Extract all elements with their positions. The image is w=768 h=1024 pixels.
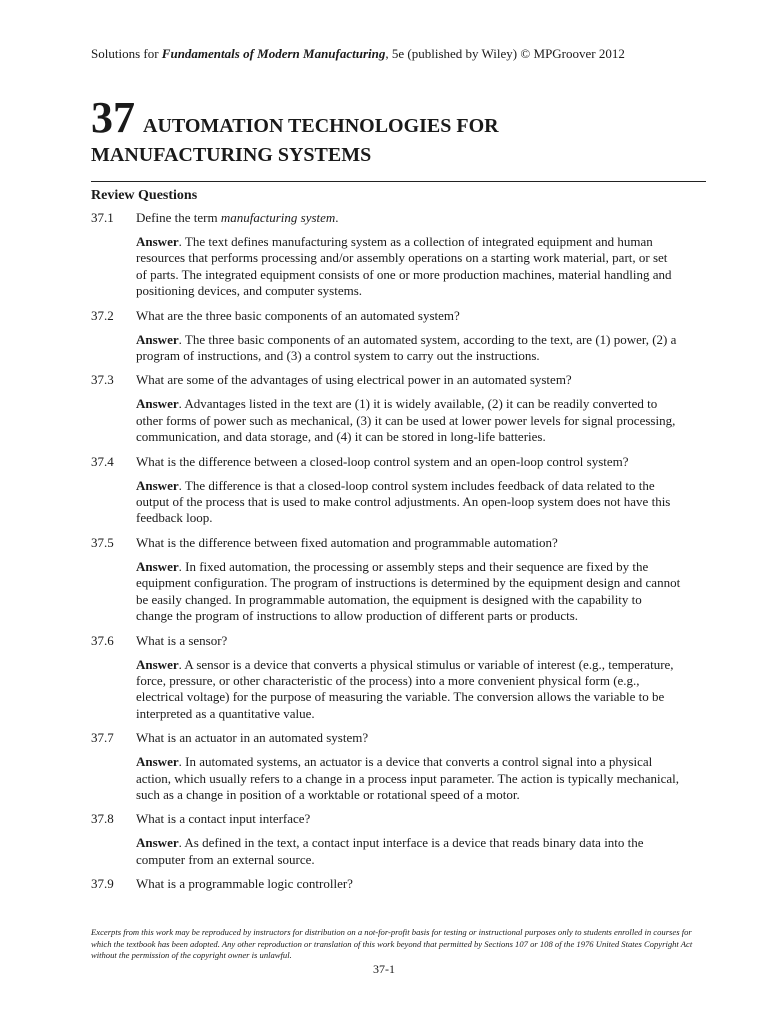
answer-text: Answer. In automated systems, an actuator is a device that converts a control signal into a physical action, which usually refers to a change in a process input parameter. The action is typically mechanical, such as a change in position of a worktable or rotational speed of a motor. [136, 754, 680, 802]
question-text: What is a programmable logic controller? [136, 876, 353, 892]
answer-text: Answer. As defined in the text, a contact input interface is a device that reads binary data into the computer from an external source. [136, 835, 644, 867]
question-text: What is an actuator in an automated system? [136, 730, 369, 746]
question-text: What is the difference between a closed-loop control system and an open-loop control system? [136, 453, 629, 469]
question-number: 37.4 [91, 453, 114, 469]
question-number: 37.9 [91, 876, 114, 892]
question-number: 37.5 [91, 534, 114, 550]
answer-label: Answer [136, 656, 179, 672]
answer-label: Answer [136, 396, 179, 412]
question-text: What are the three basic components of an automated system? [136, 307, 460, 323]
question-item [91, 210, 681, 300]
section-heading: Review Questions [91, 188, 198, 203]
answer-text: Answer. A sensor is a device that converts a physical stimulus or variable of interest (e.g., temperature, force, pressure, or other characteristic of the process) into a more convenient physical form (e.g., electrical voltage) for the purpose of measuring the variable. The conversion allows the variable to be interpreted as a quantitative value. [136, 656, 674, 721]
question-term: manufacturing system [220, 210, 336, 225]
answer-label: Answer [136, 477, 179, 493]
question-text: What is the difference between fixed automation and programmable automation? [136, 534, 558, 550]
answer-label: Answer [136, 331, 179, 347]
question-item [91, 876, 681, 892]
question-text: What is a contact input interface? [136, 811, 311, 827]
answer-label: Answer [136, 754, 179, 770]
header-prefix: Solutions for [91, 46, 162, 61]
question-number: 37.3 [91, 372, 114, 388]
answer-text: Answer. The text defines manufacturing system as a collection of integrated equipment and human resources that performs processing and/or assembly operations on a starting work material, part, or set of parts. The integrated equipment consists of one or more production machines, material handling and positioning devices, and computer systems. [136, 234, 672, 299]
question-item [91, 308, 681, 365]
title-divider [91, 181, 706, 182]
question-text: What is a sensor? [136, 632, 228, 648]
answer-label: Answer [136, 835, 179, 851]
question-number: 37.8 [91, 811, 114, 827]
question-item [91, 535, 681, 625]
answer-label: Answer [136, 558, 179, 574]
question-number: 37.2 [91, 307, 114, 323]
chapter-title-line1: AUTOMATION TECHNOLOGIES FOR [143, 115, 499, 137]
answer-text: Answer. The three basic components of an automated system, according to the text, are (1) power, (2) a program of instructions, and (3) a control system to carry out the instructions. [136, 331, 677, 364]
question-item [91, 454, 681, 527]
page-number: 37-1 [373, 962, 395, 976]
question-item [91, 372, 681, 445]
answer-text: Answer. The difference is that a closed-loop control system includes feedback of data related to the output of the process that is used to make control adjustments. An open-loop system does not have this feedback loop. [136, 477, 671, 526]
answer-text: Answer. Advantages listed in the text are (1) it is widely available, (2) it can be readily converted to other forms of power such as mechanical, (3) it can be used at lower power levels for signal processing, communication, and data storage, and (4) it can be stored in long-life batteries. [136, 396, 676, 445]
book-title: Fundamentals of Modern Manufacturing [161, 46, 386, 61]
question-text: Define the term manufacturing system. [136, 210, 339, 225]
question-number: 37.7 [91, 730, 114, 746]
question-text: What are some of the advantages of using electrical power in an automated system? [136, 372, 572, 388]
copyright-notice: Excerpts from this work may be reproduced by instructors for distribution on a not-for-profit basis for testing or instructional purposes only to students enrolled in courses for which the textbook has been adopted. Any other reproduction or translation of this work beyond that permitted by Sections 107 or 108 of the 1976 United States Copyright Act without the permission of the copyright owner is unlawful. [91, 927, 693, 960]
running-header [91, 46, 711, 62]
question-number: 37.6 [91, 632, 114, 648]
question-item [91, 633, 681, 723]
question-item [91, 811, 681, 868]
chapter-heading [91, 93, 711, 168]
chapter-title-line2: MANUFACTURING SYSTEMS [91, 144, 372, 166]
question-list [91, 210, 681, 900]
question-item [91, 730, 681, 803]
answer-text: Answer. In fixed automation, the processing or assembly steps and their sequence are fixed by the equipment configuration. The program of instructions is determined by the equipment design and cannot be easily changed. In programmable automation, the equipment is designed with the capability to change the program of instructions to allow production of different parts or products. [136, 558, 681, 624]
answer-label: Answer [136, 234, 179, 249]
header-suffix: , 5e (published by Wiley) © MPGroover 2012 [385, 46, 625, 61]
chapter-number: 37 [91, 93, 135, 142]
question-number: 37.1 [91, 210, 114, 225]
